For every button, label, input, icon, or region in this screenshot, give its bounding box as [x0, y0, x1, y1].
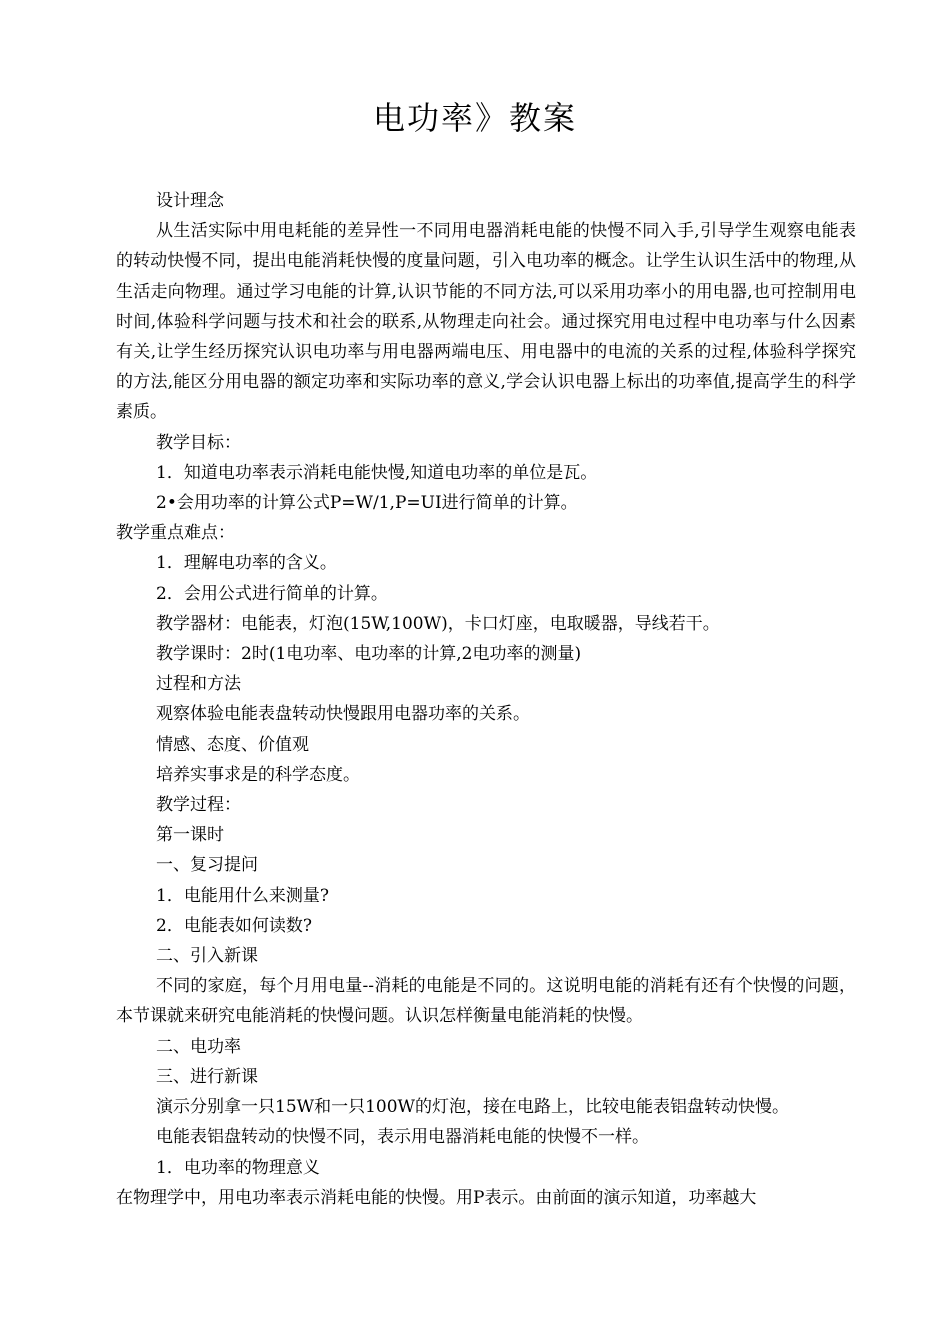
paragraph: 观察体验电能表盘转动快慢跟用电器功率的关系。	[156, 704, 530, 725]
paragraph: 演示分别拿一只15W和一只100W的灯泡，接在电路上，比较电能表铝盘转动快慢。	[156, 1097, 790, 1118]
paragraph: 过程和方法	[156, 674, 241, 695]
paragraph: 二、引入新课	[156, 946, 258, 967]
paragraph: 第一课时	[156, 825, 224, 846]
paragraph: 情感、态度、价值观	[156, 734, 309, 755]
paragraph: 教学过程：	[156, 795, 241, 816]
document-title: 电功率》教案	[372, 99, 577, 137]
document-body	[116, 186, 856, 1213]
paragraph: 教学课时：2时(1电功率、电功率的计算,2电功率的测量)	[156, 644, 582, 665]
paragraph: 教学器材：电能表，灯泡(15W,100W)，卡口灯座，电取暖器，导线若干。	[156, 613, 720, 634]
paragraph: 三、进行新课	[156, 1066, 258, 1087]
paragraph: 1．知道电功率表示消耗电能快慢,知道电功率的单位是瓦。	[156, 462, 598, 483]
paragraph: 电能表铝盘转动的快慢不同，表示用电器消耗电能的快慢不一样。	[156, 1127, 649, 1148]
paragraph: 教学目标：	[156, 432, 241, 453]
paragraph: 二、电功率	[156, 1036, 241, 1057]
paragraph: 培养实事求是的科学态度。	[156, 764, 360, 785]
paragraph: 一、复习提问	[156, 855, 258, 876]
paragraph: 1．理解电功率的含义。	[156, 553, 337, 574]
paragraph: 从生活实际中用电耗能的差异性一不同用电器消耗电能的快慢不同入手,引导学生观察电能表的转动快慢不同，提出电能消耗快慢的度量问题，引入电功率的概念。让学生认识生活中的物理,从生活走向物理。通过学习电能的计算,认识节能的不同方法,可以采用功率小的用电器,也可控制用电时间,体验科学问题与技术和社会的联系,从物理走向社会。通过探究用电过程中电功率与什么因素有关,让学生经历探究认识电功率与用电器两端电压、用电器中的电流的关系的过程,体验科学探究的方法,能区分用电器的额定功率和实际功率的意义,学会认识电器上标出的功率值,提高学生的科学素质。	[116, 221, 856, 423]
paragraph: 在物理学中，用电功率表示消耗电能的快慢。用P表示。由前面的演示知道，功率越大	[116, 1187, 757, 1208]
paragraph: 2．电能表如何读数?	[156, 915, 312, 936]
paragraph: 1．电功率的物理意义	[156, 1157, 320, 1178]
paragraph: 不同的家庭，每个月用电量--消耗的电能是不同的。这说明电能的消耗有还有个快慢的问题，本节课就来研究电能消耗的快慢问题。认识怎样衡量电能消耗的快慢。	[116, 976, 856, 1027]
paragraph: 1．电能用什么来测量?	[156, 885, 329, 906]
paragraph: 2•会用功率的计算公式P=W/1,P=UI进行简单的计算。	[156, 493, 578, 514]
paragraph: 设计理念	[156, 191, 224, 211]
paragraph: 2．会用公式进行简单的计算。	[156, 583, 388, 604]
paragraph: 教学重点难点：	[116, 523, 235, 544]
